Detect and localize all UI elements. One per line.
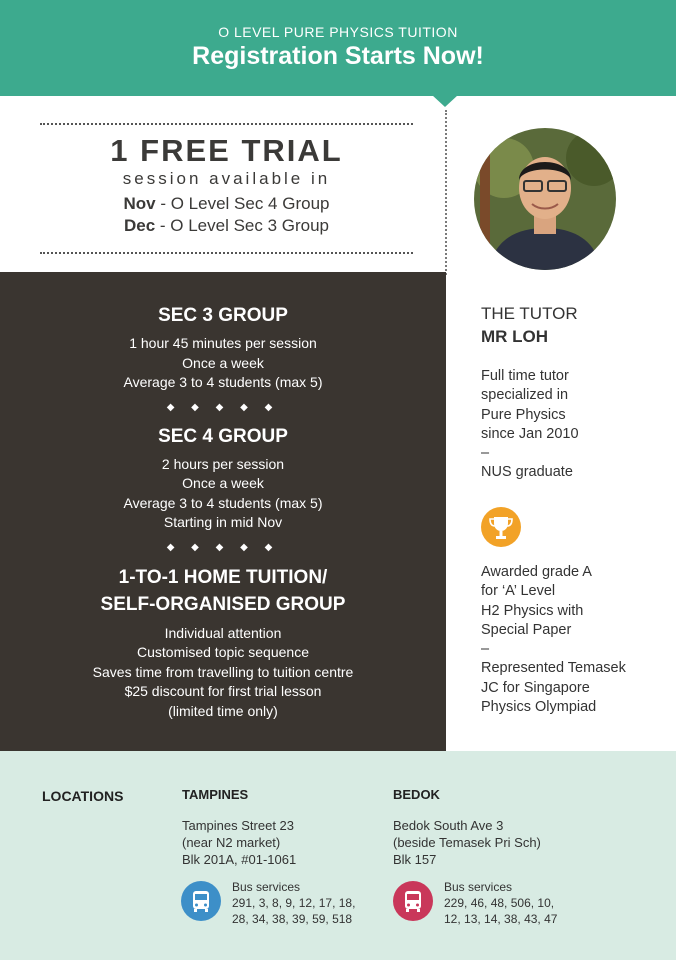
header-notch <box>432 95 458 107</box>
home-line: Saves time from travelling to tuition centre <box>92 664 354 680</box>
tampines-address-line: Blk 201A, #01-1061 <box>182 852 297 867</box>
tutor-photo <box>474 128 616 270</box>
divider-top <box>40 123 413 125</box>
bedok-address-line: Bedok South Ave 3 <box>393 818 504 833</box>
sec3-title: SEC 3 GROUP <box>158 305 288 326</box>
bedok-bus-line: 12, 13, 14, 38, 43, 47 <box>444 912 558 926</box>
bedok-name: BEDOK <box>393 787 440 802</box>
award-line: Special Paper <box>481 622 572 638</box>
bedok-bus-label: Bus services <box>444 880 513 894</box>
bedok-bus-line: 229, 46, 48, 506, 10, <box>444 896 555 910</box>
tampines-bus-line: 28, 34, 38, 39, 59, 518 <box>232 912 353 926</box>
home-line: Customised topic sequence <box>137 644 309 660</box>
tutor-label: THE TUTOR <box>481 304 578 323</box>
header-subtitle: O LEVEL PURE PHYSICS TUITION <box>218 24 458 40</box>
trial-row-text: - O Level Sec 3 Group <box>155 216 330 235</box>
locations-footer <box>0 751 676 960</box>
tutor-bio-line: Pure Physics <box>481 407 566 423</box>
award-line: H2 Physics with <box>481 603 584 619</box>
diamond-divider: ◆ ◆ ◆ ◆ ◆ <box>166 402 280 413</box>
home-line: Individual attention <box>164 625 282 641</box>
trial-row-text: - O Level Sec 4 Group <box>155 194 330 213</box>
sec4-line: Starting in mid Nov <box>163 514 283 530</box>
award-line: for ‘A’ Level <box>481 583 556 599</box>
award-line: Represented Temasek <box>481 660 626 676</box>
award-line: Awarded grade A <box>481 564 592 580</box>
trial-subline: session available in <box>122 169 331 188</box>
bus-icon <box>393 881 433 921</box>
sec4-line: Average 3 to 4 students (max 5) <box>123 495 323 511</box>
bedok-address-line: (beside Temasek Pri Sch) <box>393 835 541 850</box>
tampines-bus-label: Bus services <box>232 880 301 894</box>
sec3-line: Average 3 to 4 students (max 5) <box>123 374 323 390</box>
bedok-address-line: Blk 157 <box>393 852 437 867</box>
locations-label: LOCATIONS <box>42 788 124 804</box>
diamond-divider: ◆ ◆ ◆ ◆ ◆ <box>166 542 280 553</box>
home-line: (limited time only) <box>168 703 278 719</box>
sec3-line: 1 hour 45 minutes per session <box>129 335 317 351</box>
sec4-line: 2 hours per session <box>161 456 285 472</box>
award-line: – <box>481 641 490 657</box>
divider-bottom <box>40 252 413 254</box>
tutor-bio-line: specialized in <box>481 387 569 403</box>
trophy-icon <box>481 507 521 547</box>
award-line: JC for Singapore <box>481 680 590 696</box>
tutor-name: MR LOH <box>481 327 549 346</box>
header-title: Registration Starts Now! <box>192 42 484 70</box>
home-line: $25 discount for first trial lesson <box>124 683 322 699</box>
tampines-bus-line: 291, 3, 8, 9, 12, 17, 18, <box>232 896 356 910</box>
tutor-bio-line: NUS graduate <box>481 464 573 480</box>
award-line: Physics Olympiad <box>481 699 597 715</box>
sec4-title: SEC 4 GROUP <box>158 426 288 447</box>
sec3-line: Once a week <box>182 355 264 371</box>
trial-month: Dec <box>123 216 156 235</box>
tutor-bio-line: Full time tutor <box>481 368 569 384</box>
bus-icon <box>181 881 221 921</box>
tampines-address-line: Tampines Street 23 <box>182 818 295 833</box>
vertical-divider <box>445 110 447 275</box>
tutor-bio-line: since Jan 2010 <box>481 426 579 442</box>
home-title: 1-TO-1 HOME TUITION/ <box>118 567 328 588</box>
header-banner <box>0 0 676 96</box>
home-title: SELF-ORGANISED GROUP <box>100 594 346 615</box>
tampines-name: TAMPINES <box>182 787 249 802</box>
trial-month: Nov <box>123 194 156 213</box>
trial-row-dec <box>40 216 413 236</box>
tampines-address-line: (near N2 market) <box>182 835 281 850</box>
sec4-line: Once a week <box>182 475 264 491</box>
tutor-bio-line: – <box>481 445 490 461</box>
trial-headline: 1 FREE TRIAL <box>110 133 343 168</box>
trial-row-nov <box>40 194 413 214</box>
groups-panel <box>0 272 446 751</box>
